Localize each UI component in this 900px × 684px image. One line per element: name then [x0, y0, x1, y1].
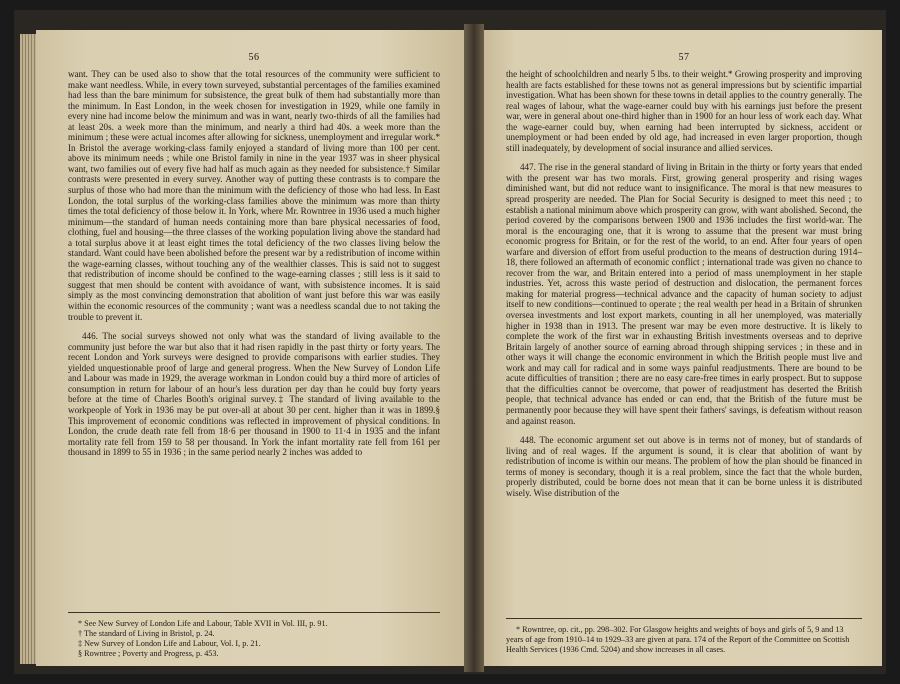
- page-edges: [20, 34, 36, 664]
- left-footnote-2: † The standard of Living in Bristol, p. 24.: [78, 629, 215, 638]
- right-page: [484, 30, 882, 666]
- right-paragraph-1: the height of schoolchildren and nearly 5 lbs. to their weight.* Growing prosperity and improving health are facts established for these towns not as general impressions but by scientific impartial investigation. What has been shown for these towns in detail applies to the country generally. The real wages of labour, what the wage-earner could buy with his earnings just before the present war, were in general about one-third higher than in 1900 for an hour less of work each day. What the wage-earner could buy, when earning had been interrupted by sickness, accident or unemployment or had been ended by old age, had increased in even larger proportion, though still inadequately, by development of social insurance and allied services.: [506, 69, 862, 153]
- left-footnote-1: * See New Survey of London Life and Labour, Table XVII in Vol. III, p. 91.: [78, 619, 328, 628]
- left-footnote-3: ‡ New Survey of London Life and Labour, Vol. I, p. 21.: [78, 639, 261, 648]
- left-footnotes: [68, 602, 440, 659]
- right-footnotes: [506, 608, 862, 655]
- footnote-rule: [506, 618, 862, 619]
- left-paragraph-446: 446. The social surveys showed not only what was the standard of living available to the community just before the war but also that it had risen rapidly in the past thirty or forty years. The recent London and York surveys were designed to provide comparisons with earlier studies. They yielded unquestionable proof of large and general progress. When the New Survey of London Life and Labour was made in 1929, the average workman in London could buy a third more of articles of consumption in return for labour of an hour's less duration per day than he could buy forty years before at the time of Charles Booth's original survey.‡ The standard of living available to the workpeople of York in 1936 may be put over-all at about 30 per cent. higher than it was in 1899.§ This improvement of economic conditions was reflected in improvement of physical conditions. In London, the crude death rate fell from 18·6 per thousand in 1900 to 11·4 in 1935 and the infant mortality rate fell from 159 to 58 per thousand. In York the infant mortality rate fell from 161 per thousand in 1899 to 55 in 1936 ; in the same period nearly 2 inches was added to: [68, 331, 440, 458]
- right-footnote-1: * Rowntree, op. cit., pp. 298–302. For Glasgow heights and weights of boys and girls of 5, 9 and 13 years of age from 1910–14 to 1929–33 are given at para. 174 of the Report of the Committee on Scottish Health Services (1936 Cmd. 5204) and show increases in all cases.: [506, 625, 850, 654]
- left-page: [36, 30, 464, 666]
- left-paragraph-1: want. They can be used also to show that the total resources of the community were sufficient to make want needless. While, in every town surveyed, substantial percentages of the families examined had less than the bare minimum for subsistence, the great bulk of them had substantially more than the minimum. In East London, in the week chosen for investigation in 1929, while one family in every nine had income below the minimum and was in want, nearly two-thirds of all the families had at least 20s. a week more than the minimum, and nearly a third had 40s. a week more than the minimum ; these were actual incomes after allowing for sickness, unemployment and irregular work.* In Bristol the average working-class family enjoyed a standard of living more than 100 per cent. above its minimum needs ; while one Bristol family in nine in the year 1937 was in sheer physical want, two families out of every five had half as much again as they needed for subsistence.† Similar contrasts were presented in every survey. Another way of putting these contrasts is to compare the surplus of those who had more than the minimum with the deficiency of those who had less. In East London, the total surplus of the working-class families above the minimum was more than thirty times the total deficiency of those below it. In York, where Mr. Rowntree in 1936 used a much higher minimum—the standard of human needs containing more than bare physical necessaries of food, clothing, fuel and housing—the three classes of the working population living above the standard had a total surplus above it at least eight times the total deficiency of the two classes living below the standard. Want could have been abolished before the present war by a redistribution of income within the wage-earning classes, without touching any of the wealthier classes. This is said not to suggest that redistribution of income should be confined to the wage-earning classes ; still less is it said to suggest that men should be content with avoidance of want, with subsistence incomes. It is said simply as the most convincing demonstration that abolition of want just before this war was easily within the economic resources of the community ; want was a needless scandal due to not taking the trouble to prevent it.: [68, 69, 440, 322]
- book-gutter: [464, 24, 484, 672]
- footnote-rule: [68, 612, 440, 613]
- right-page-number: 57: [678, 52, 690, 63]
- left-footnote-4: § Rowntree ; Poverty and Progress, p. 453.: [78, 649, 219, 658]
- right-paragraph-448: 448. The economic argument set out above is in terms not of money, but of standards of living and of real wages. If the argument is sound, it is clear that abolition of want by redistribution of income is within our means. The problem of how the plan should be financed in terms of money is secondary, though it is a real problem, since the fact that the whole burden, properly distributed, could be borne does not mean that it can be borne unless it is distributed wisely. Wise distribution of the: [506, 435, 862, 498]
- left-page-number: 56: [248, 52, 260, 63]
- book-spread: [14, 10, 886, 674]
- right-paragraph-447: 447. The rise in the general standard of living in Britain in the thirty or forty years that ended with the present war has two morals. First, growing general prosperity and rising wages diminished want, but did not reduce want to insignificance. The moral is that new measures to spread prosperity are needed. The Plan for Social Security is designed to meet this need ; to establish a national minimum above which prosperity can grow, with want abolished. Second, the period covered by the comparisons between 1900 and 1936 includes the first world-war. The moral is the encouraging one, that it is wrong to assume that the present war must bring economic progress for Britain, or for the rest of the world, to an end. After four years of open warfare and diversion of effort from useful production to the means of destruction during 1914–18, there followed an aftermath of economic conflict ; international trade was given no chance to recover from the war, and Britain entered into a period of mass unemployment in her staple industries. Yet, across this waste period of destruction and dislocation, the permanent forces making for material progress—technical advance and the capacity of human society to adjust itself to new conditions—continued to operate ; the real wealth per head in a Britain of shrunken oversea investments and lost export markets, counting in all her unemployed, was materially higher in 1938 than in 1913. The present war may be even more destructive. It is likely to complete the work of the first war in exhausting British investments overseas and to deprive Britain largely of another source of earning abroad through shipping services ; in these and in other ways it will change the economic environment in which the British people must live and work and may call for radical and in some ways painful readjustments. There are bound to be acute difficulties of transition ; there are no easy care-free times in early prospect. But to suppose that the difficulties cannot be overcome, that power of readjustment has deserted the British people, that technical advance has ended or can end, that the British of the future must be permanently poor because they will have spent their fathers' savings, is defeatism without reason and against reason.: [506, 162, 862, 426]
